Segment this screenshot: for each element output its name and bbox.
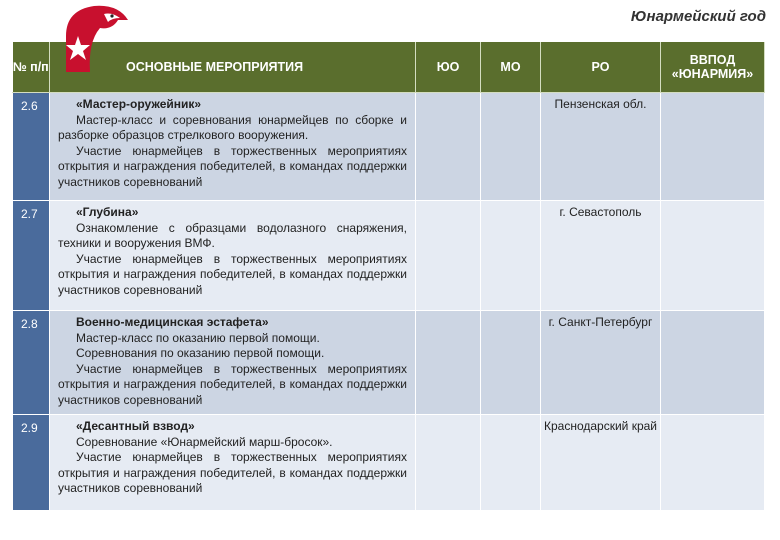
events-table-wrap (12, 42, 764, 511)
cell-yuo (416, 311, 481, 415)
event-description (50, 415, 416, 511)
cell-region: Пензенская обл. (541, 93, 661, 201)
slide-title: Юнармейский год (630, 8, 766, 25)
cell-region: Краснодарский край (541, 415, 661, 511)
cell-vvpod (661, 311, 765, 415)
event-title: Военно-медицинская эстафета» (76, 315, 269, 329)
event-description (50, 311, 416, 415)
column-header-number: № п/п (13, 42, 50, 93)
column-header-vvpod: ВВПОД «ЮНАРМИЯ» (661, 42, 765, 93)
eagle-star-logo-icon (60, 2, 130, 74)
table-row (13, 311, 765, 415)
event-line: Участие юнармейцев в торжественных мероприятиях открытия и награждения победителей, в командах поддержки участников соревнований (58, 361, 407, 407)
event-line: Соревнования по оказанию первой помощи. (76, 346, 325, 360)
table-row (13, 201, 765, 311)
event-line: Участие юнармейцев в торжественных мероприятиях открытия и награждения победителей, в командах поддержки участников соревнований (58, 450, 407, 495)
row-number: 2.9 (13, 415, 50, 511)
column-header-mo: МО (481, 42, 541, 93)
cell-yuo (416, 201, 481, 311)
cell-yuo (416, 93, 481, 201)
event-line: Ознакомление с образцами водолазного снаряжения, техники и вооружения ВМФ. (58, 220, 407, 250)
event-title: «Десантный взвод» (76, 419, 195, 433)
cell-vvpod (661, 415, 765, 511)
cell-mo (481, 93, 541, 201)
event-title: «Мастер-оружейник» (76, 97, 202, 111)
events-table (12, 42, 765, 511)
row-number: 2.8 (13, 311, 50, 415)
cell-mo (481, 311, 541, 415)
event-line: Мастер-класс по оказанию первой помощи. (76, 330, 320, 345)
event-line: Участие юнармейцев в торжественных мероприятиях открытия и награждения победителей, в командах поддержки участников соревнований (58, 251, 407, 297)
event-title: «Глубина» (76, 205, 139, 219)
column-header-ro: РО (541, 42, 661, 93)
cell-yuo (416, 415, 481, 511)
column-header-yuo: ЮО (416, 42, 481, 93)
cell-vvpod (661, 201, 765, 311)
row-number: 2.7 (13, 201, 50, 311)
column-header-events: ОСНОВНЫЕ МЕРОПРИЯТИЯ (50, 42, 416, 93)
cell-region: г. Севастополь (541, 201, 661, 311)
event-line: Мастер-класс и соревнования юнармейцев по сборке и разборке образцов стрелкового вооружения. (58, 112, 407, 142)
table-row (13, 93, 765, 201)
cell-region: г. Санкт-Петербург (541, 311, 661, 415)
event-description (50, 93, 416, 201)
event-line: Соревнование «Юнармейский марш-бросок». (76, 434, 333, 449)
cell-mo (481, 415, 541, 511)
event-line: Участие юнармейцев в торжественных мероприятиях открытия и награждения победителей, в командах поддержки участников соревнований (58, 143, 407, 189)
cell-mo (481, 201, 541, 311)
row-number: 2.6 (13, 93, 50, 201)
cell-vvpod (661, 93, 765, 201)
table-row (13, 415, 765, 511)
event-description (50, 201, 416, 311)
